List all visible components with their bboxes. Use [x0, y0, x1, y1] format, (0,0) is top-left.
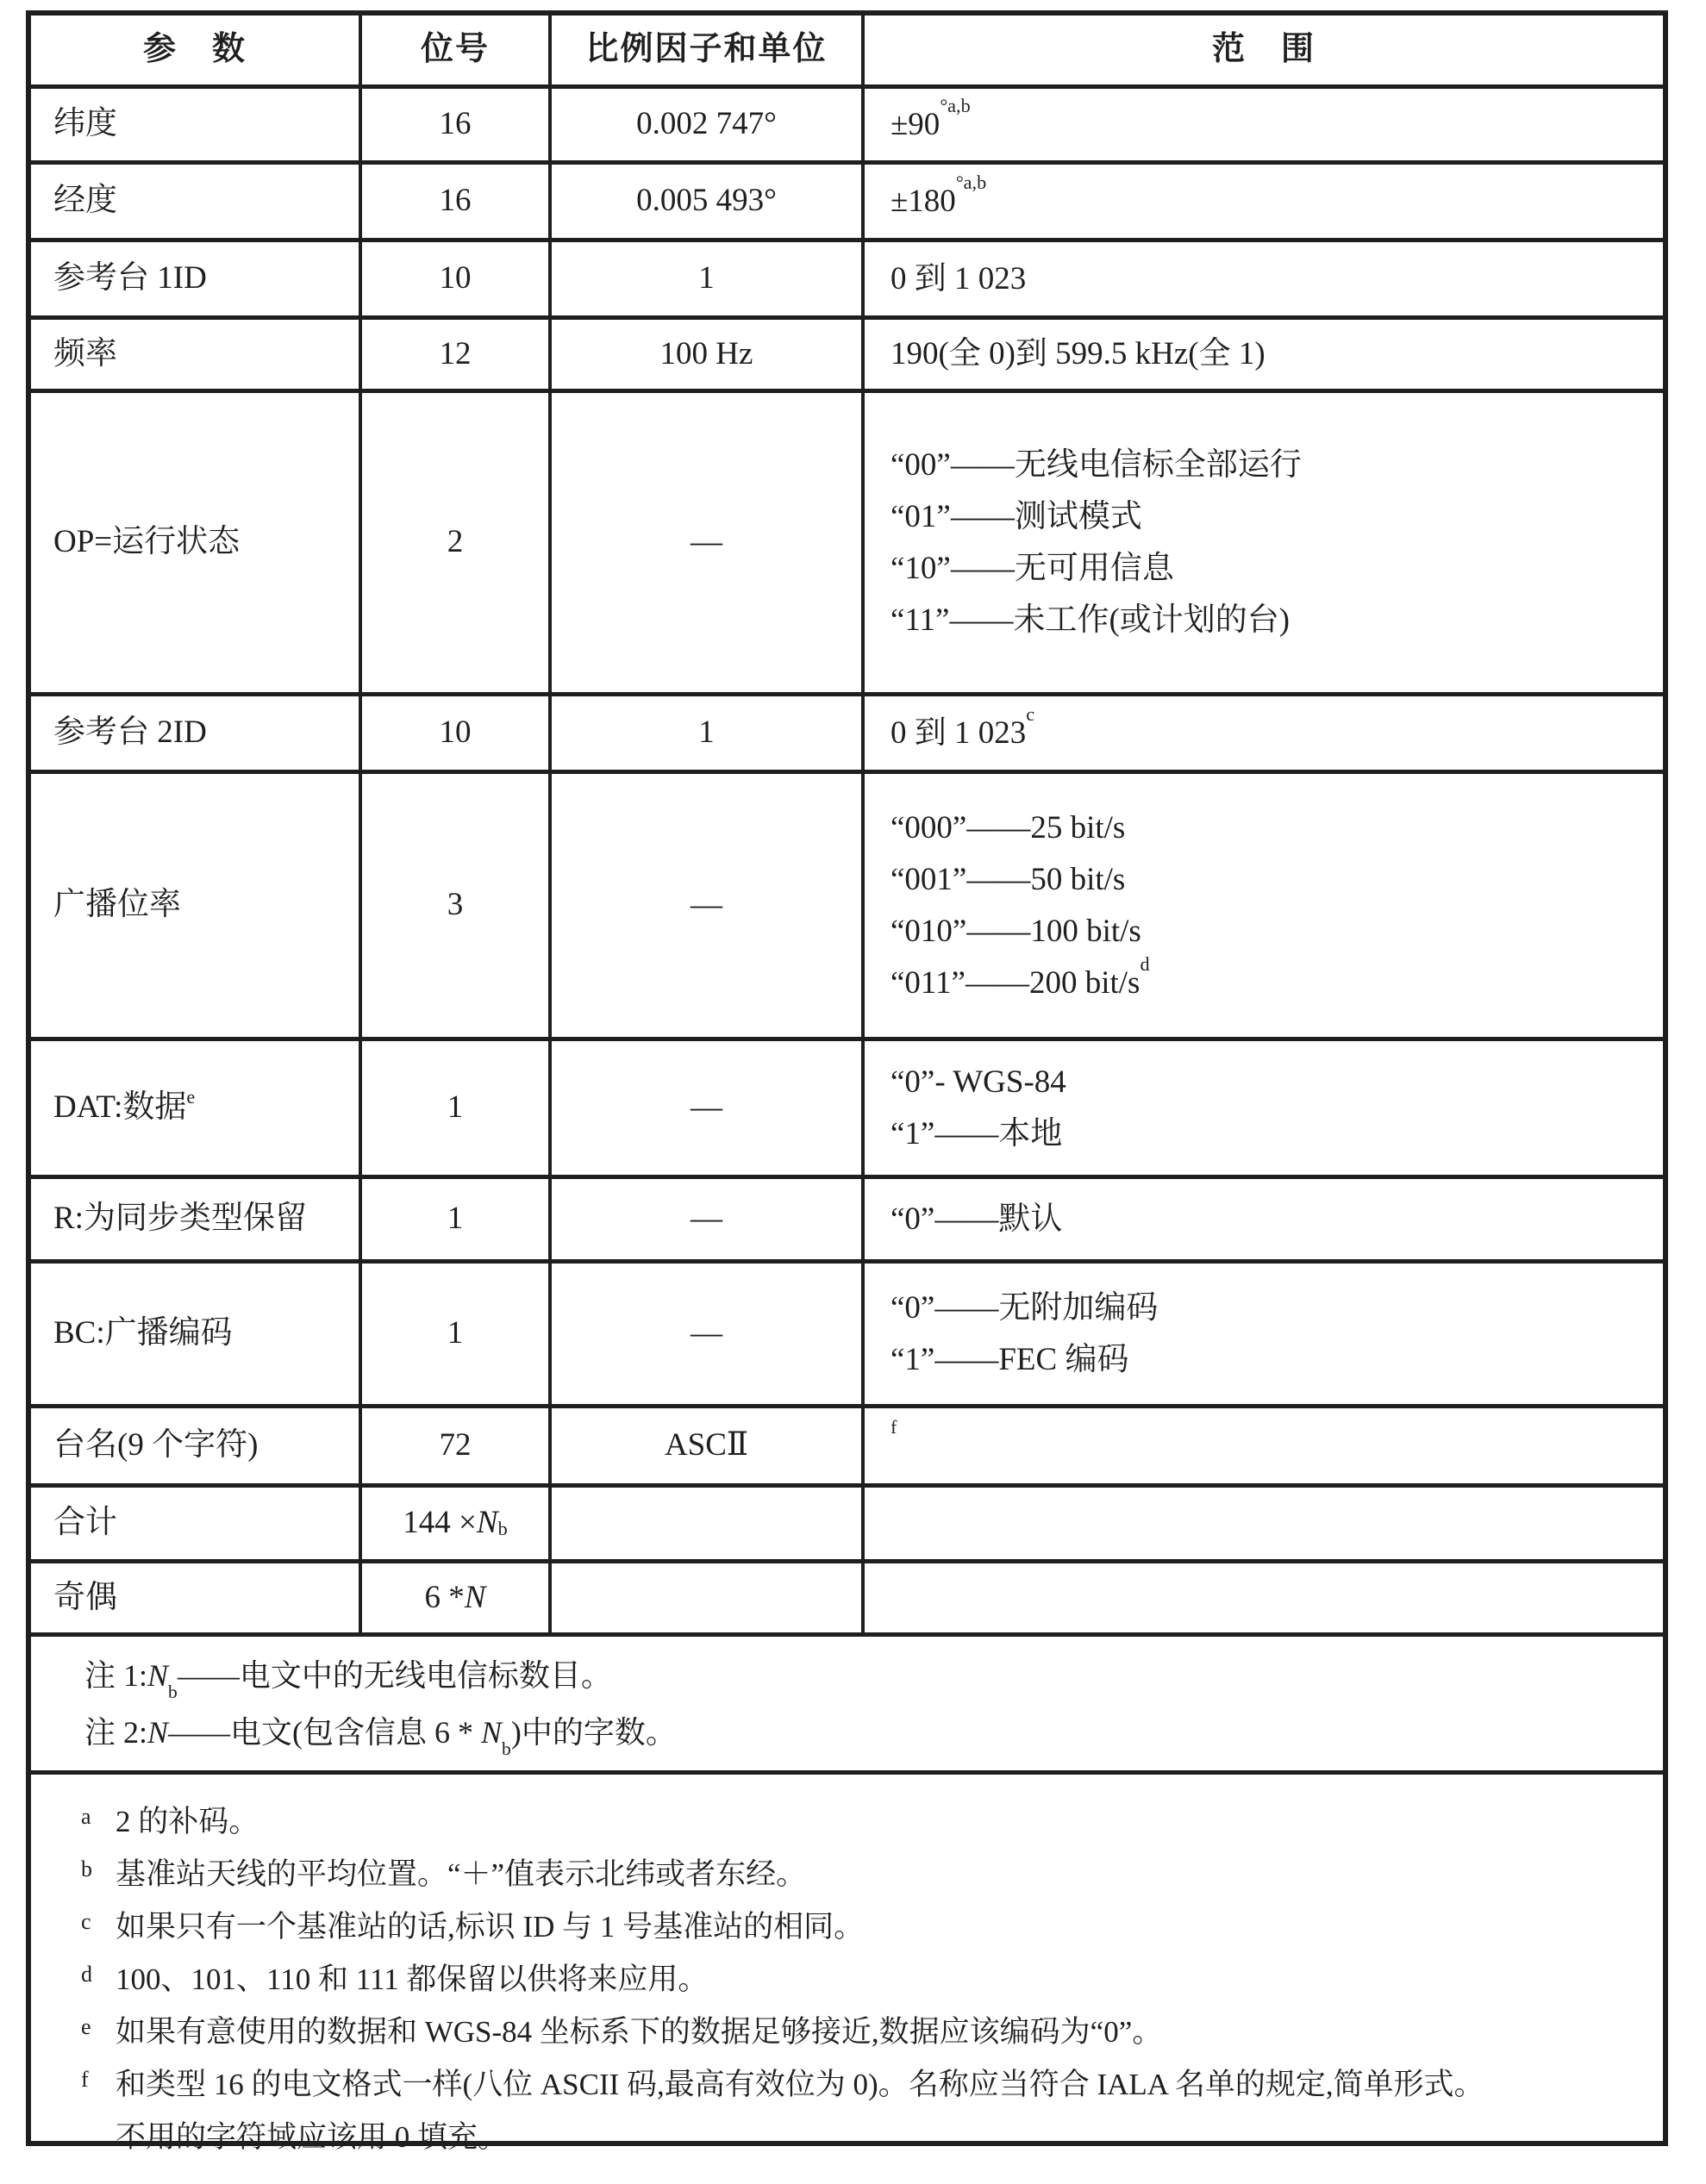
range-line: f — [890, 1415, 897, 1438]
footnote-marker: c — [81, 1909, 91, 1934]
cell-scale: — — [552, 393, 865, 692]
cell-param: 台名(9 个字符) — [31, 1408, 362, 1483]
cell-param: 频率 — [31, 320, 362, 389]
table-row — [31, 774, 1663, 1041]
footnote-text: 基准站天线的平均位置。“＋”值表示北纬或者东经。 — [116, 1857, 807, 1891]
cell-scale: — — [552, 1041, 865, 1175]
cell-bits: 10 — [362, 696, 552, 770]
range-line: “1”——本地 — [890, 1115, 1063, 1151]
range-line: $\pm 90^{^\circ a,b}$ — [890, 94, 971, 142]
footnote-marker: d — [81, 1962, 92, 1987]
cell-param: BC:广播编码 — [31, 1264, 362, 1404]
table-row — [31, 1408, 1663, 1488]
footnote-marker: f — [81, 2067, 89, 2092]
cell-param: 合计 — [31, 1488, 362, 1559]
cell-range — [865, 393, 1663, 692]
cell-scale: 0.005 493° — [552, 165, 865, 238]
cell-scale: 1 — [552, 242, 865, 315]
cell-range — [865, 165, 1663, 238]
cell-param: 纬度 — [31, 89, 362, 160]
range-line: $\pm 180^{^\circ a,b}$ — [890, 171, 987, 219]
table-row — [31, 1179, 1663, 1264]
cell-range — [865, 1041, 1663, 1175]
cell-scale: 0.002 747° — [552, 89, 865, 160]
table-row — [31, 1563, 1663, 1637]
cell-bits: 1 — [362, 1264, 552, 1404]
footnote-marker: b — [81, 1856, 92, 1881]
footnote-line — [81, 2006, 1628, 2058]
cell-scale: — — [552, 774, 865, 1037]
footnote-text: 100、101、110 和 111 都保留以供将来应用。 — [116, 1962, 709, 1996]
range-line: “010”——100 bit/s — [890, 913, 1141, 949]
table-row — [31, 320, 1663, 393]
footnote-text: 不用的字符域应该用 0 填充。 — [116, 2120, 509, 2154]
footnote-line — [81, 1848, 1628, 1900]
cell-bits: 72 — [362, 1408, 552, 1483]
footnote-text: 和类型 16 的电文格式一样(八位 ASCII 码,最高有效位为 0)。名称应当符合 IALA 名单的规定,简单形式。 — [116, 2068, 1484, 2101]
cell-param: 参考台 2ID — [31, 696, 362, 770]
cell-param: 参考台 1ID — [31, 242, 362, 315]
cell-scale: ASCⅡ — [552, 1408, 865, 1483]
range-line: “11”——未工作(或计划的台) — [890, 602, 1290, 638]
column-header-param: 参 数 — [31, 16, 362, 84]
cell-bits: 10 — [362, 242, 552, 315]
cell-range — [865, 696, 1663, 770]
table-row — [31, 1264, 1663, 1408]
cell-scale: 1 — [552, 696, 865, 770]
cell-bits: 16 — [362, 89, 552, 160]
footnote-marker: a — [81, 1804, 91, 1829]
table-row — [31, 242, 1663, 320]
cell-range — [865, 89, 1663, 160]
range-line: 190(全 0)到 599.5 kHz(全 1) — [890, 336, 1265, 371]
cell-scale: — — [552, 1179, 865, 1259]
table-notes — [31, 1637, 1663, 1775]
cell-range — [865, 1563, 1663, 1632]
range-line: 0 到 1 023 — [890, 260, 1027, 296]
parameters-table — [26, 10, 1668, 2154]
cell-param: 经度 — [31, 165, 362, 238]
cell-range — [865, 774, 1663, 1037]
note-line: 注 2:N——电文(包含信息 $6 * N_b$)中的字数。 — [84, 1714, 677, 1759]
cell-scale: — — [552, 1264, 865, 1404]
table-body — [31, 89, 1663, 1637]
range-line: “10”——无可用信息 — [890, 550, 1174, 586]
range-line: “011”——200 bit/$s^d$ — [890, 952, 1150, 1001]
cell-scale — [552, 1563, 865, 1632]
cell-param: 奇偶 — [31, 1563, 362, 1632]
footnote-line — [81, 2058, 1628, 2111]
footnote-text: 2 的补码。 — [116, 1805, 259, 1838]
cell-bits: 6 * N — [362, 1563, 552, 1632]
cell-param: DAT:数据 $^e$ — [31, 1041, 362, 1175]
cell-param: OP=运行状态 — [31, 393, 362, 692]
table-row — [31, 89, 1663, 165]
cell-scale: 100 Hz — [552, 320, 865, 389]
range-line: “01”——测试模式 — [890, 498, 1142, 534]
range-line: “0”——默认 — [890, 1201, 1063, 1237]
cell-bits: 1 — [362, 1179, 552, 1259]
table-row — [31, 1488, 1663, 1563]
footnote-line — [81, 1795, 1628, 1848]
cell-bits: 12 — [362, 320, 552, 389]
footnote-line — [81, 1953, 1628, 2006]
footnote-text: 如果有意使用的数据和 WGS-84 坐标系下的数据足够接近,数据应该编码为“0”。 — [116, 2015, 1163, 2049]
range-line: 0 到 1 023$^c$ — [890, 702, 1035, 751]
range-line: “1”——FEC 编码 — [890, 1341, 1129, 1377]
range-line: “0”- WGS-84 — [890, 1064, 1066, 1100]
cell-range — [865, 1179, 1663, 1259]
cell-bits: 1 — [362, 1041, 552, 1175]
cell-bits: 16 — [362, 165, 552, 238]
footnote-marker: e — [81, 2014, 91, 2039]
cell-scale — [552, 1488, 865, 1559]
column-header-range: 范 围 — [1211, 31, 1315, 68]
note-line: 注 $1:N_b——$电文中的无线电信标数目。 — [84, 1657, 612, 1702]
cell-param: 广播位率 — [31, 774, 362, 1037]
column-header-scale: 比例因子和单位 — [552, 16, 865, 84]
cell-range — [865, 242, 1663, 315]
table-row — [31, 393, 1663, 696]
cell-range — [865, 1264, 1663, 1404]
cell-range — [865, 1408, 1663, 1483]
table-row — [31, 1041, 1663, 1179]
footnote-line — [81, 2111, 1628, 2163]
cell-range — [865, 1488, 1663, 1559]
cell-bits: 2 — [362, 393, 552, 692]
table-row — [31, 165, 1663, 242]
cell-range — [865, 320, 1663, 389]
range-line: “001”——50 bit/s — [890, 861, 1126, 897]
range-line: “00”——无线电信标全部运行 — [890, 446, 1302, 483]
column-header-bits: 位号 — [362, 16, 552, 84]
footnote-line — [81, 1900, 1628, 1953]
table-footnotes — [31, 1775, 1663, 2163]
footnote-text: 如果只有一个基准站的话,标识 ID 与 1 号基准站的相同。 — [116, 1910, 865, 1944]
range-line: “0”——无附加编码 — [890, 1289, 1159, 1326]
table-row — [31, 696, 1663, 774]
range-line: “000”——25 bit/s — [890, 809, 1126, 846]
table-header-row — [31, 16, 1663, 89]
cell-param: R:为同步类型保留 — [31, 1179, 362, 1259]
cell-bits: 144 × N $_b$ — [362, 1488, 552, 1559]
cell-bits: 3 — [362, 774, 552, 1037]
